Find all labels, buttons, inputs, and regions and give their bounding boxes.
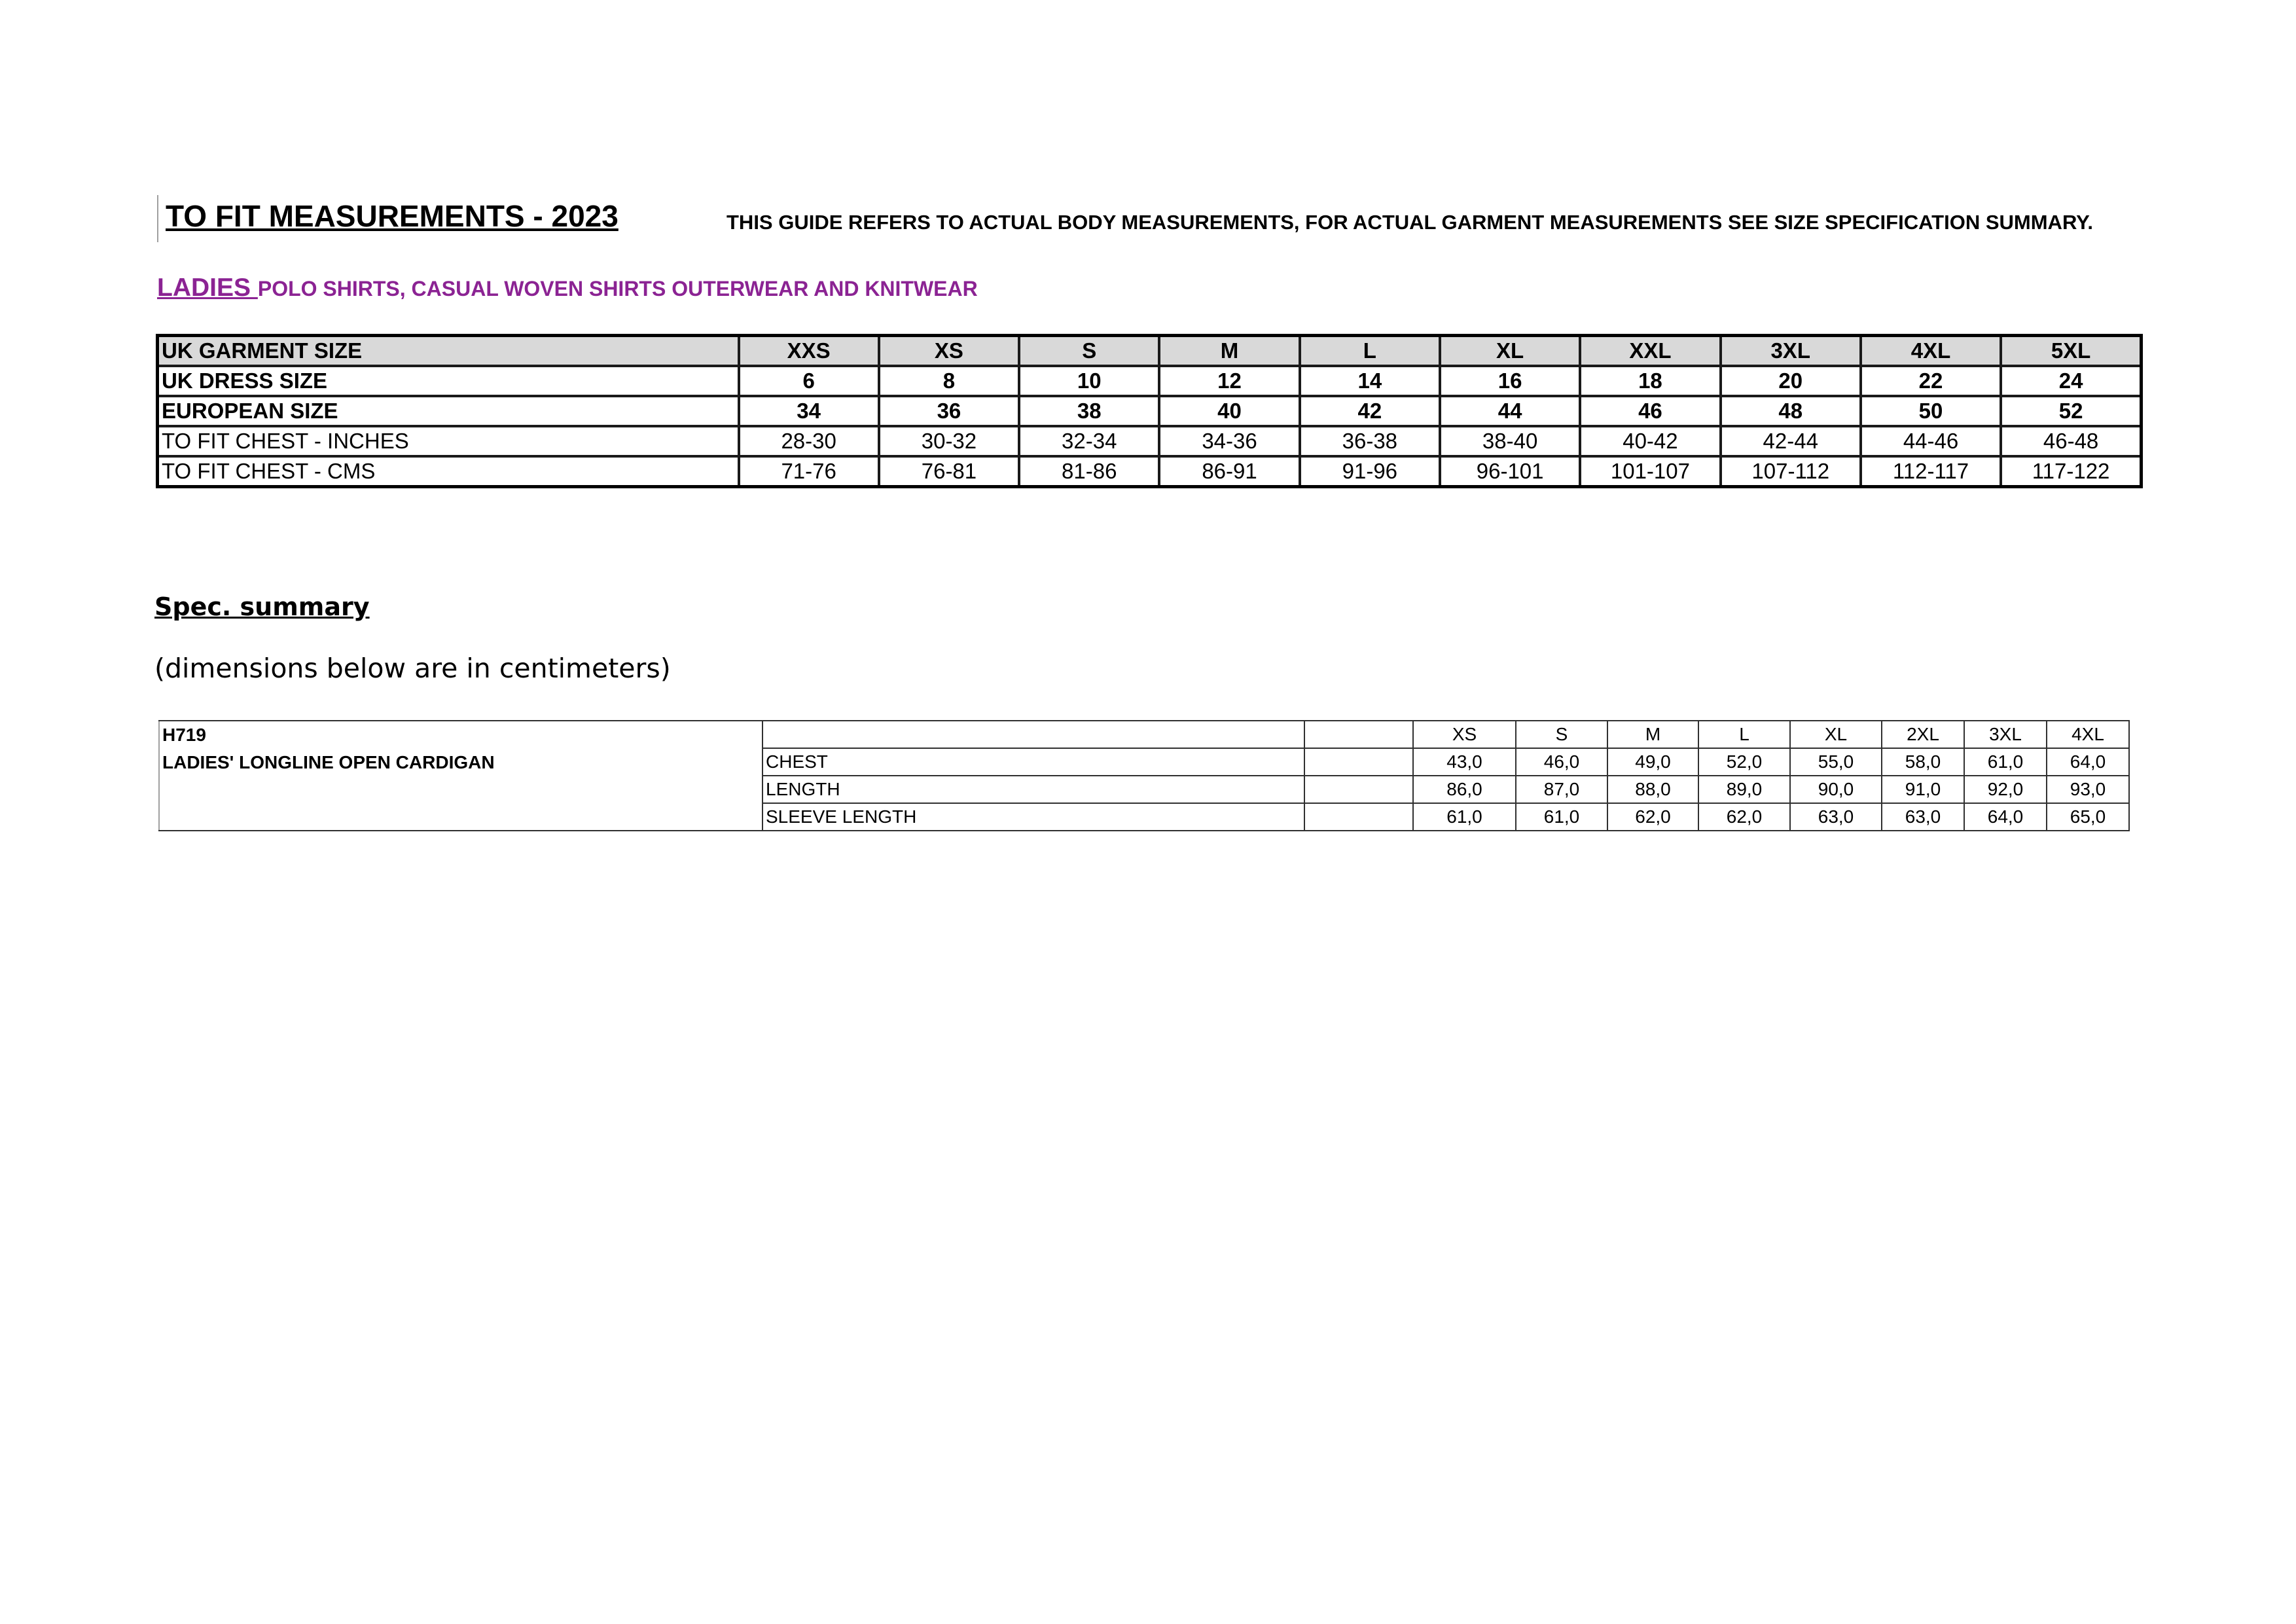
- fit-row-label: EUROPEAN SIZE: [158, 396, 739, 426]
- spec-summary-heading: Spec. summary: [154, 592, 370, 621]
- spec-size-header: 4XL: [2047, 721, 2129, 748]
- fit-cell: 44: [1440, 396, 1580, 426]
- fit-cell: L: [1300, 336, 1440, 367]
- spec-size-header: XL: [1790, 721, 1882, 748]
- spec-label-blank: [762, 721, 1304, 748]
- fit-cell: 117-122: [2001, 456, 2141, 487]
- spec-value: 93,0: [2047, 776, 2129, 803]
- fit-cell: 86-91: [1159, 456, 1299, 487]
- spec-size-header: 2XL: [1882, 721, 1964, 748]
- fit-table-row: [158, 426, 2142, 456]
- fit-cell: XL: [1440, 336, 1580, 367]
- category-subheading: [157, 274, 978, 302]
- spec-value: 61,0: [1964, 748, 2047, 776]
- fit-cell: 38: [1019, 396, 1159, 426]
- fit-cell: 46: [1580, 396, 1720, 426]
- subheading-garments: POLO SHIRTS, CASUAL WOVEN SHIRTS OUTERWEAR AND KNITWEAR: [257, 277, 978, 300]
- fit-cell: 24: [2001, 366, 2141, 396]
- fit-cell: 34-36: [1159, 426, 1299, 456]
- fit-cell: 14: [1300, 366, 1440, 396]
- fit-table-row: [158, 366, 2142, 396]
- spec-value: 89,0: [1698, 776, 1790, 803]
- spec-size-header: XS: [1413, 721, 1516, 748]
- fit-cell: S: [1019, 336, 1159, 367]
- fit-cell: 52: [2001, 396, 2141, 426]
- spec-size-header: 3XL: [1964, 721, 2047, 748]
- spec-value: 86,0: [1413, 776, 1516, 803]
- fit-cell: 91-96: [1300, 456, 1440, 487]
- fit-cell: 16: [1440, 366, 1580, 396]
- page-title: TO FIT MEASUREMENTS - 2023: [166, 199, 619, 233]
- spec-value: 46,0: [1516, 748, 1607, 776]
- spec-value: 62,0: [1607, 803, 1698, 831]
- spec-value: 63,0: [1882, 803, 1964, 831]
- fit-cell: 6: [739, 366, 879, 396]
- fit-cell: 112-117: [1861, 456, 2001, 487]
- subheading-ladies: LADIES: [157, 274, 258, 302]
- fit-cell: 40-42: [1580, 426, 1720, 456]
- guide-note: THIS GUIDE REFERS TO ACTUAL BODY MEASUREMENTS, FOR ACTUAL GARMENT MEASUREMENTS SEE SIZE SPECIFICATION SUMMARY.: [726, 211, 2094, 234]
- fit-cell: 36: [879, 396, 1019, 426]
- spec-value: 65,0: [2047, 803, 2129, 831]
- fit-cell: 36-38: [1300, 426, 1440, 456]
- spec-value: 52,0: [1698, 748, 1790, 776]
- spec-value: 43,0: [1413, 748, 1516, 776]
- fit-cell: 107-112: [1721, 456, 1861, 487]
- fit-row-label: TO FIT CHEST - INCHES: [158, 426, 739, 456]
- product-code: H719: [162, 725, 206, 745]
- spec-row-label: LENGTH: [762, 776, 1304, 803]
- fit-table-row: [158, 396, 2142, 426]
- fit-table-row: [158, 336, 2142, 367]
- fit-cell: 42: [1300, 396, 1440, 426]
- spec-value: 58,0: [1882, 748, 1964, 776]
- fit-cell: 30-32: [879, 426, 1019, 456]
- spec-value: 49,0: [1607, 748, 1698, 776]
- spec-row-label: CHEST: [762, 748, 1304, 776]
- spec-value: 64,0: [1964, 803, 2047, 831]
- spec-value: 62,0: [1698, 803, 1790, 831]
- spec-size-header: L: [1698, 721, 1790, 748]
- spec-header-row: [159, 721, 2129, 748]
- fit-row-label: UK DRESS SIZE: [158, 366, 739, 396]
- fit-cell: 34: [739, 396, 879, 426]
- fit-cell: 20: [1721, 366, 1861, 396]
- spec-value: 64,0: [2047, 748, 2129, 776]
- fit-row-label: TO FIT CHEST - CMS: [158, 456, 739, 487]
- fit-cell: 71-76: [739, 456, 879, 487]
- spec-value: 55,0: [1790, 748, 1882, 776]
- fit-cell: 12: [1159, 366, 1299, 396]
- fit-cell: 101-107: [1580, 456, 1720, 487]
- fit-cell: 81-86: [1019, 456, 1159, 487]
- fit-cell: 3XL: [1721, 336, 1861, 367]
- fit-measurements-table: [156, 334, 2143, 488]
- header-rule: [157, 195, 158, 242]
- spec-value: 90,0: [1790, 776, 1882, 803]
- fit-cell: 50: [1861, 396, 2001, 426]
- fit-cell: 76-81: [879, 456, 1019, 487]
- product-cell: [159, 721, 762, 831]
- spec-blank-cell: [1304, 748, 1413, 776]
- fit-row-label: UK GARMENT SIZE: [158, 336, 739, 367]
- fit-cell: 48: [1721, 396, 1861, 426]
- fit-cell: XXS: [739, 336, 879, 367]
- spec-value: 91,0: [1882, 776, 1964, 803]
- spec-size-header: S: [1516, 721, 1607, 748]
- spec-size-header: M: [1607, 721, 1698, 748]
- fit-cell: 40: [1159, 396, 1299, 426]
- product-name: LADIES' LONGLINE OPEN CARDIGAN: [162, 752, 495, 772]
- spec-blank-cell: [1304, 803, 1413, 831]
- spec-blank-cell: [1304, 721, 1413, 748]
- spec-value: 87,0: [1516, 776, 1607, 803]
- fit-cell: 28-30: [739, 426, 879, 456]
- fit-cell: 18: [1580, 366, 1720, 396]
- spec-value: 61,0: [1516, 803, 1607, 831]
- spec-summary-table: [158, 720, 2130, 831]
- fit-cell: 4XL: [1861, 336, 2001, 367]
- fit-cell: 46-48: [2001, 426, 2141, 456]
- fit-cell: 8: [879, 366, 1019, 396]
- fit-cell: 38-40: [1440, 426, 1580, 456]
- spec-value: 92,0: [1964, 776, 2047, 803]
- spec-blank-cell: [1304, 776, 1413, 803]
- fit-cell: 10: [1019, 366, 1159, 396]
- fit-cell: 32-34: [1019, 426, 1159, 456]
- fit-cell: 22: [1861, 366, 2001, 396]
- fit-cell: XS: [879, 336, 1019, 367]
- fit-table-row: [158, 456, 2142, 487]
- spec-value: 61,0: [1413, 803, 1516, 831]
- fit-cell: 42-44: [1721, 426, 1861, 456]
- fit-cell: 96-101: [1440, 456, 1580, 487]
- fit-cell: M: [1159, 336, 1299, 367]
- fit-cell: XXL: [1580, 336, 1720, 367]
- spec-value: 63,0: [1790, 803, 1882, 831]
- spec-value: 88,0: [1607, 776, 1698, 803]
- spec-row-label: SLEEVE LENGTH: [762, 803, 1304, 831]
- fit-cell: 44-46: [1861, 426, 2001, 456]
- fit-cell: 5XL: [2001, 336, 2141, 367]
- spec-units-note: (dimensions below are in centimeters): [154, 653, 671, 684]
